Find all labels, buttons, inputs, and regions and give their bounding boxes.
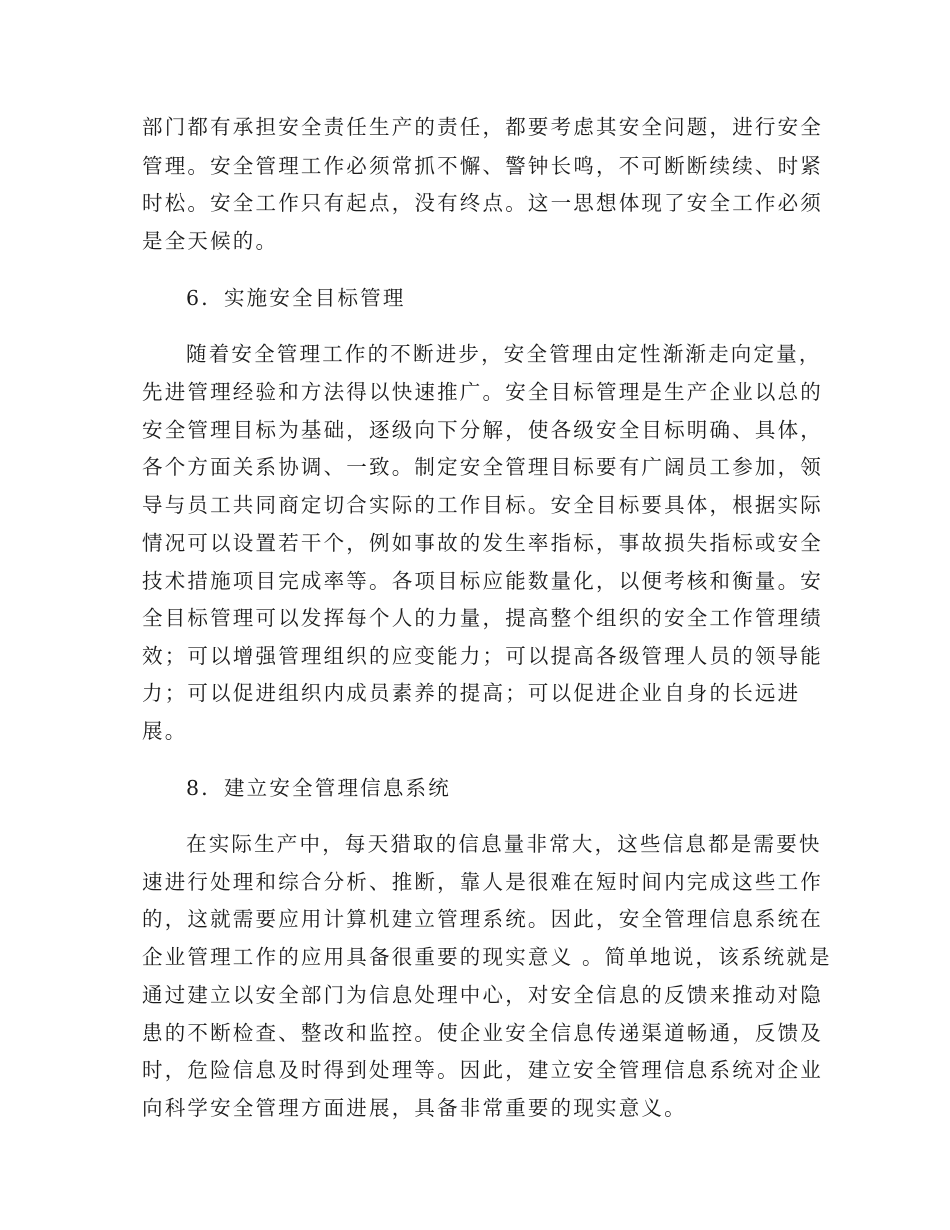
section-heading: 6．实施安全目标管理 (186, 286, 406, 310)
paragraph-line: 的，这就需要应用计算机建立管理系统。因此，安全管理信息系统在 (142, 907, 823, 931)
paragraph-line: 先进管理经验和方法得以快速推广。安全目标管理是生产企业以总的 (142, 380, 823, 404)
paragraph-line: 导与员工共同商定切合实际的工作目标。安全目标要具体，根据实际 (142, 493, 823, 517)
paragraph-line: 在实际生产中，每天猎取的信息量非常大，这些信息都是需要快 (186, 832, 822, 856)
paragraph-line: 部门都有承担安全责任生产的责任，都要考虑其安全问题，进行安全 (142, 115, 823, 139)
paragraph-line: 安全管理目标为基础，逐级向下分解，使各级安全目标明确、具体， (142, 418, 823, 442)
paragraph-line: 时，危险信息及时得到处理等。因此，建立安全管理信息系统对企业 (142, 1058, 823, 1082)
paragraph-line: 通过建立以安全部门为信息处理中心，对安全信息的反馈来推动对隐 (142, 983, 823, 1007)
paragraph-line: 时松。安全工作只有起点，没有终点。这一思想体现了安全工作必须 (142, 191, 823, 215)
paragraph-line: 随着安全管理工作的不断进步，安全管理由定性渐渐走向定量， (186, 342, 822, 366)
paragraph-line: 各个方面关系协调、一致。制定安全管理目标要有广阔员工参加，领 (142, 455, 823, 479)
paragraph-line: 企业管理工作的应用具备很重要的现实意义 。简单地说，该系统就是 (142, 945, 832, 969)
paragraph-line: 患的不断检查、整改和监控。使企业安全信息传递渠道畅通，反馈及 (142, 1021, 823, 1045)
paragraph-line: 技术措施项目完成率等。各项目标应能数量化，以便考核和衡量。安 (142, 569, 823, 593)
paragraph-line: 效；可以增强管理组织的应变能力；可以提高各级管理人员的领导能 (142, 644, 823, 668)
paragraph-line: 力；可以促进组织内成员素养的提高；可以促进企业自身的长远进 (142, 681, 801, 705)
section-heading: 8．建立安全管理信息系统 (186, 776, 451, 800)
paragraph-line: 情况可以设置若干个，例如事故的发生率指标，事故损失指标或安全 (142, 531, 823, 555)
paragraph-line: 是全天候的。 (142, 229, 279, 253)
paragraph-line: 全目标管理可以发挥每个人的力量，提高整个组织的安全工作管理绩 (142, 606, 823, 630)
paragraph-line: 展。 (142, 719, 188, 743)
paragraph-line: 速进行处理和综合分析、推断，靠人是很难在短时间内完成这些工作 (142, 870, 823, 894)
paragraph-line: 管理。安全管理工作必须常抓不懈、警钟长鸣，不可断断续续、时紧 (142, 154, 823, 178)
paragraph-line: 向科学安全管理方面进展，具备非常重要的现实意义。 (142, 1096, 687, 1120)
